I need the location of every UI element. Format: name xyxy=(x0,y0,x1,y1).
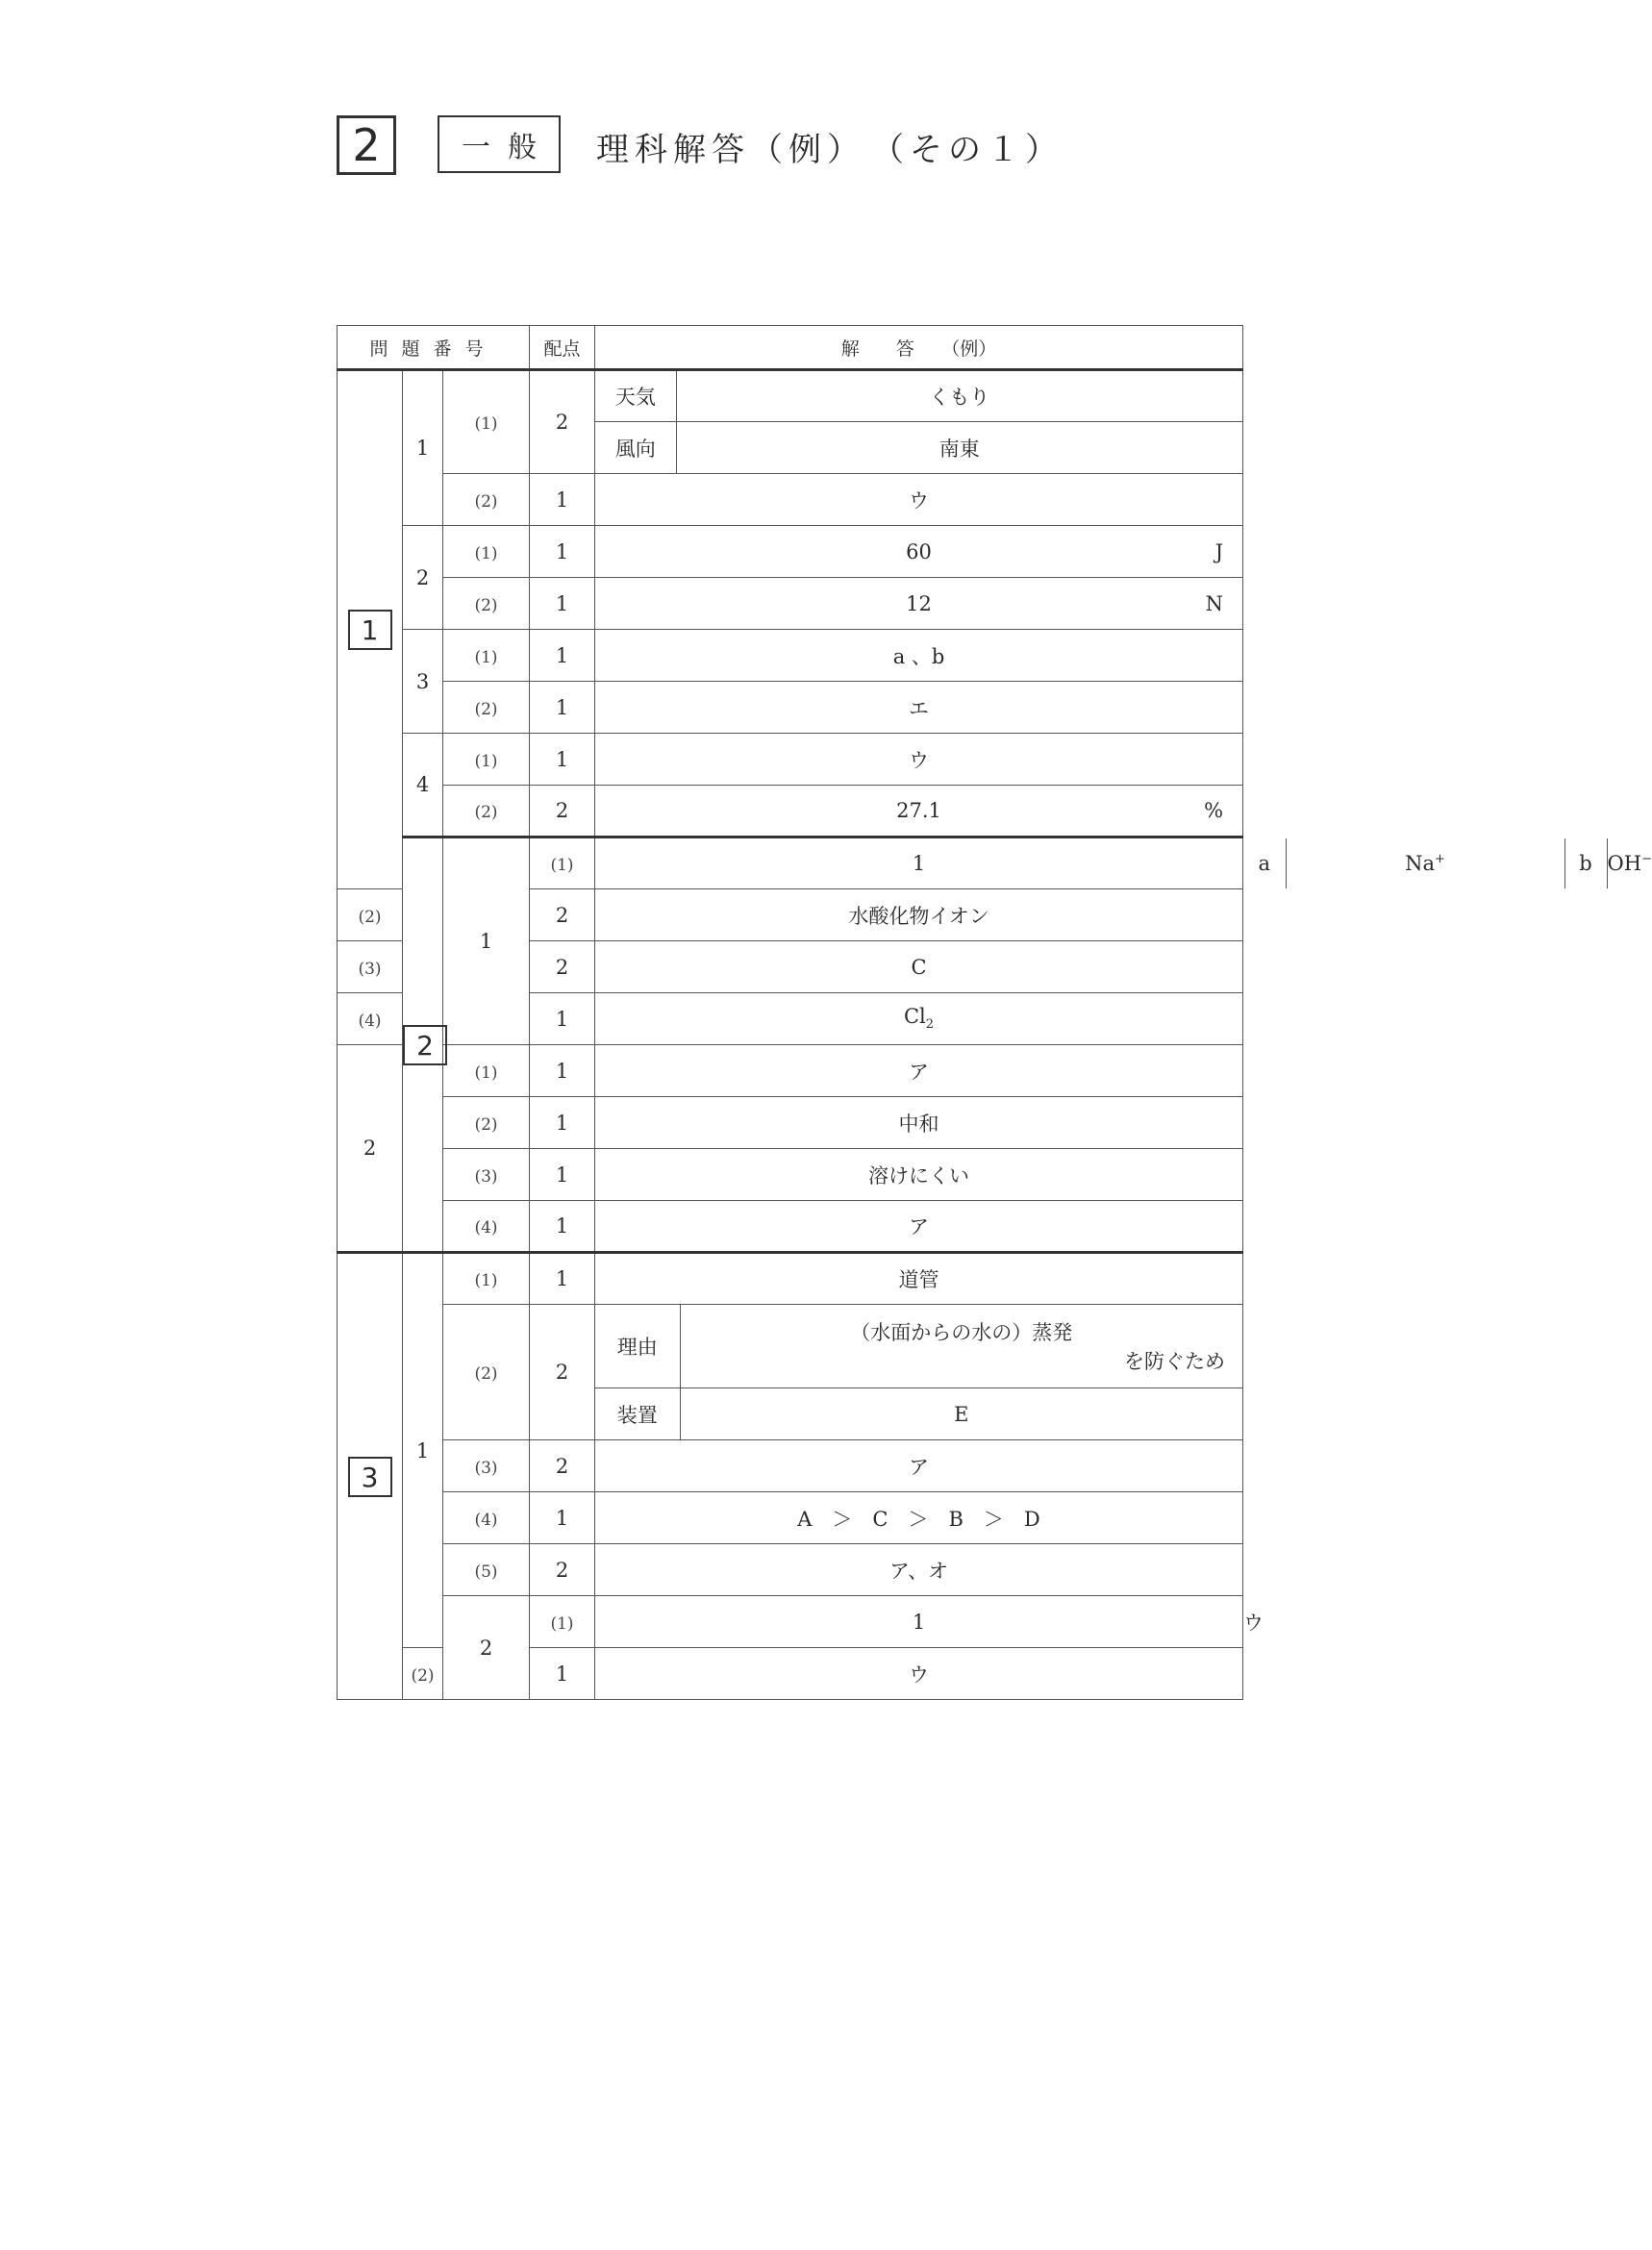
points: 2 xyxy=(530,941,595,993)
table-row: 2 1 (1) 1 a Na+ b OH− xyxy=(338,838,1243,889)
table-row xyxy=(338,630,1243,682)
sub-number: (3) xyxy=(443,1440,530,1492)
answer-cell: $Cl_2$ xyxy=(595,993,1243,1045)
answer-cell xyxy=(595,422,1243,474)
reason-label: 理由 xyxy=(595,1305,680,1388)
points: 2 xyxy=(530,1440,595,1492)
answer-value: くもり xyxy=(929,386,990,409)
points: 2 xyxy=(530,1544,595,1596)
table-row: 2 (1) 1 ウ xyxy=(338,1596,1243,1648)
sub-number: (2) xyxy=(443,1305,530,1440)
ion-b-label: b xyxy=(1564,838,1607,888)
section-3-label: 3 xyxy=(338,1253,403,1700)
answer-value: 南東 xyxy=(939,437,980,461)
table-row xyxy=(338,526,1243,578)
answer-table xyxy=(337,325,1652,1700)
answer-cell xyxy=(595,1305,1243,1388)
q-1-1-1-sub: (1) xyxy=(443,370,530,474)
table-row xyxy=(338,1544,1243,1596)
answer-cell: a 、b xyxy=(595,630,1243,682)
section-1-label: 1 xyxy=(338,370,403,889)
answer-cell: エ xyxy=(595,682,1243,734)
answer-unit: J xyxy=(1214,539,1224,563)
answer-cell: ア xyxy=(595,1201,1243,1253)
sub-number: (1) xyxy=(530,838,595,889)
q-1-2: 2 xyxy=(403,526,443,630)
points: 1 xyxy=(595,1596,1243,1648)
points: 1 xyxy=(530,474,595,526)
table-row xyxy=(338,682,1243,734)
q-3-2: 2 xyxy=(443,1596,530,1700)
table-row xyxy=(338,1149,1243,1201)
points: 1 xyxy=(530,734,595,786)
points: 1 xyxy=(595,838,1243,889)
answer-label: 天気 xyxy=(595,371,676,421)
points: 1 xyxy=(530,1045,595,1097)
table-row xyxy=(338,734,1243,786)
q-2-2: 2 xyxy=(338,1045,403,1253)
sub-number: (3) xyxy=(443,1149,530,1201)
sub-number: (1) xyxy=(443,1045,530,1097)
points: 1 xyxy=(530,578,595,630)
answer-cell: ア、オ xyxy=(595,1544,1243,1596)
q-2-1: 1 xyxy=(443,838,530,1045)
table-row xyxy=(338,1097,1243,1149)
points: 2 xyxy=(530,1305,595,1440)
sub-number: (1) xyxy=(530,1596,595,1648)
sub-number: (2) xyxy=(443,786,530,838)
page-title: 理科解答（例） （その１） xyxy=(596,131,1064,169)
answer-cell: ア xyxy=(595,1045,1243,1097)
sub-number: (1) xyxy=(443,630,530,682)
answer-cell: C xyxy=(595,941,1243,993)
table-row xyxy=(338,370,1243,422)
sub-number: (5) xyxy=(443,1544,530,1596)
sub-number: (1) xyxy=(443,734,530,786)
points: 1 xyxy=(530,630,595,682)
answer-cell: ア xyxy=(595,1440,1243,1492)
device-label: 装置 xyxy=(595,1388,680,1439)
table-row xyxy=(338,786,1243,838)
ion-a-value: Na+ xyxy=(1286,838,1564,888)
sub-number: (2) xyxy=(443,1097,530,1149)
sub-number: (3) xyxy=(338,941,403,993)
answer-unit: % xyxy=(1204,799,1224,822)
points: 1 xyxy=(530,1492,595,1544)
points: 1 xyxy=(530,526,595,578)
answer-cell xyxy=(595,1388,1243,1440)
table-row xyxy=(338,474,1243,526)
device-value: E xyxy=(954,1402,969,1426)
table-row xyxy=(338,578,1243,630)
answer-cell: A ＞ C ＞ B ＞ D xyxy=(595,1492,1243,1544)
answer-unit: N xyxy=(1205,591,1224,615)
ion-a-label: a xyxy=(1243,838,1286,888)
table-row xyxy=(338,1253,1243,1305)
table-row xyxy=(338,1201,1243,1253)
table-row xyxy=(338,1440,1243,1492)
table-header-row xyxy=(338,326,1243,370)
section-2-label: 2 xyxy=(403,838,443,1253)
header-points: 配点 xyxy=(530,326,595,370)
header-category-box xyxy=(438,115,561,173)
points: 1 xyxy=(530,1253,595,1305)
answer-cell xyxy=(595,370,1243,422)
answer-cell: 27.1 % xyxy=(595,786,1243,838)
header-question-number: 問題番号 xyxy=(338,326,530,370)
answer-cell: 道管 xyxy=(595,1253,1243,1305)
answer-cell: 水酸化物イオン xyxy=(595,889,1243,941)
points: 1 xyxy=(530,1149,595,1201)
q-1-4: 4 xyxy=(403,734,443,838)
sub-number: (1) xyxy=(443,526,530,578)
sub-number: (4) xyxy=(338,993,403,1045)
answer-cell: ウ xyxy=(595,474,1243,526)
sub-number: (2) xyxy=(338,889,403,941)
table-row xyxy=(338,1492,1243,1544)
answer-cell: 12 N xyxy=(595,578,1243,630)
points: 1 xyxy=(530,1097,595,1149)
points: 1 xyxy=(530,1201,595,1253)
reason-value: （水面からの水の）蒸発 を防ぐため xyxy=(850,1321,1226,1373)
answer-cell: ウ xyxy=(595,734,1243,786)
header-category: 一般 xyxy=(462,131,554,164)
points: 2 xyxy=(530,786,595,838)
q-3-1: 1 xyxy=(403,1253,443,1648)
answer-cell: 中和 xyxy=(595,1097,1243,1149)
table-row xyxy=(338,1305,1243,1388)
header-number-box xyxy=(337,115,396,175)
table-row xyxy=(338,1045,1243,1097)
sub-number: (2) xyxy=(403,1648,443,1700)
sub-number: (1) xyxy=(443,1253,530,1305)
q-1-1-1-points: 2 xyxy=(530,370,595,474)
header-answer: 解 答 （例） xyxy=(595,326,1243,370)
points: 1 xyxy=(530,1648,595,1700)
q-1-3: 3 xyxy=(403,630,443,734)
answer-cell: ウ xyxy=(595,1648,1243,1700)
answer-label: 風向 xyxy=(595,422,676,473)
header-number: 2 xyxy=(352,119,381,171)
sub-number: (2) xyxy=(443,682,530,734)
points: 1 xyxy=(530,682,595,734)
sub-number: (2) xyxy=(443,578,530,630)
sub-number: (2) xyxy=(443,474,530,526)
q-1-1: 1 xyxy=(403,370,443,526)
answer-cell: 溶けにくい xyxy=(595,1149,1243,1201)
sub-number: (4) xyxy=(443,1201,530,1253)
points: 1 xyxy=(530,993,595,1045)
points: 2 xyxy=(530,889,595,941)
sub-number: (4) xyxy=(443,1492,530,1544)
answer-cell: 60 J xyxy=(595,526,1243,578)
